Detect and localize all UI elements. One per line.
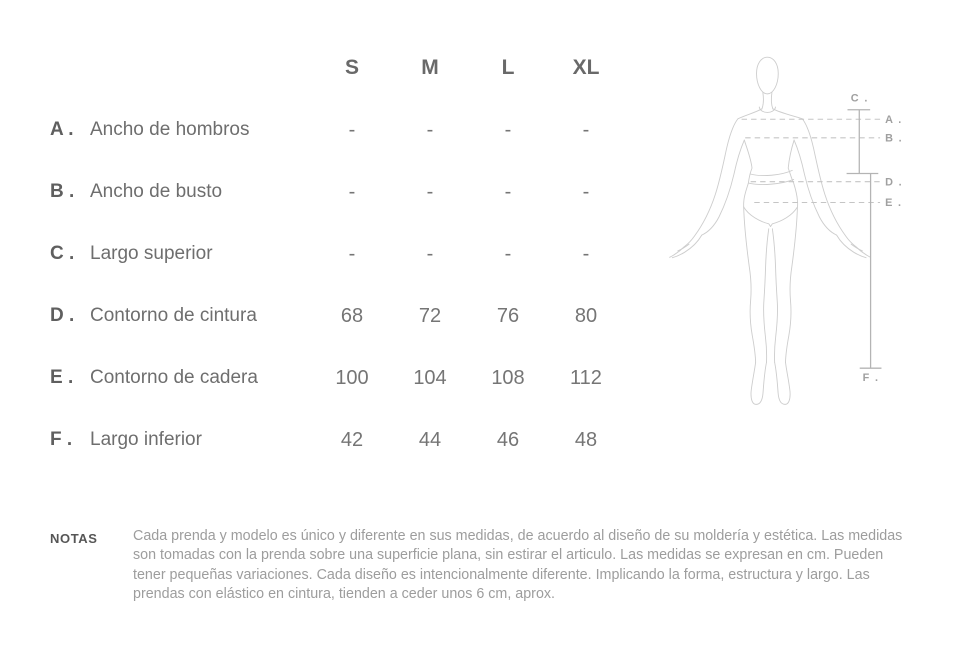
table-row	[0, 285, 625, 347]
marker-label-e: E .	[885, 197, 903, 210]
row-letter: B .	[50, 181, 75, 202]
cell-value: 108	[491, 366, 525, 389]
marker-label-b: B .	[885, 132, 904, 145]
cell-value: 112	[570, 366, 602, 389]
column-header-l: L	[501, 56, 515, 79]
cell-value: -	[504, 242, 512, 265]
row-label: Largo inferior	[90, 429, 202, 450]
cell-value: -	[348, 118, 356, 141]
marker-label-a: A .	[885, 113, 903, 126]
column-header-s: S	[344, 56, 359, 79]
notes-body: Cada prenda y modelo es único y diferente en sus medidas, de acuerdo al diseño de su moldería y estética. Las medidas son tomadas con la prenda sobre una superficie plana, sin estirar el articulo. Las medidas se expresan en cm. Pueden tener pequeñas variaciones. Cada diseño es intencionalmente diferente. Implicando la forma, estructura y largo. Las prendas con elástico en cintura, tienden a ceder unos 6 cm, aprox.	[133, 528, 903, 602]
body-figure-illustration	[670, 57, 871, 404]
table-row	[0, 161, 625, 223]
cell-value: 104	[413, 366, 447, 389]
cell-value: 76	[496, 304, 520, 327]
row-letter: F .	[50, 429, 73, 450]
cell-value: 44	[418, 428, 442, 451]
column-header-xl: XL	[572, 56, 600, 79]
table-header-row	[0, 37, 625, 99]
row-label: Contorno de cintura	[90, 305, 257, 326]
cell-value: -	[504, 118, 512, 141]
row-letter: A .	[50, 119, 74, 140]
row-label: Ancho de hombros	[90, 119, 250, 140]
cell-value: -	[582, 118, 590, 141]
cell-value: 80	[574, 304, 598, 327]
marker-label-c: C .	[850, 92, 869, 105]
size-table	[0, 37, 625, 471]
row-letter: C .	[50, 243, 75, 264]
row-label: Largo superior	[90, 243, 213, 264]
cell-value: -	[426, 180, 434, 203]
table-row	[0, 223, 625, 285]
cell-value: -	[504, 180, 512, 203]
row-label: Contorno de cadera	[90, 367, 258, 388]
cell-value: -	[426, 118, 434, 141]
cell-value: -	[582, 242, 590, 265]
cell-value: 72	[418, 304, 442, 327]
cell-value: 42	[340, 428, 364, 451]
cell-value: 48	[574, 428, 598, 451]
notes-heading: NOTAS	[50, 531, 98, 546]
cell-value: 46	[496, 428, 520, 451]
cell-value: 68	[340, 304, 364, 327]
cell-value: 100	[335, 366, 369, 389]
row-letter: E .	[50, 367, 74, 388]
cell-value: -	[426, 242, 434, 265]
table-row	[0, 409, 625, 471]
cell-value: -	[348, 242, 356, 265]
marker-label-d: D .	[885, 176, 904, 189]
row-label: Ancho de busto	[90, 181, 223, 202]
cell-value: -	[582, 180, 590, 203]
column-header-m: M	[421, 56, 439, 79]
cell-value: -	[348, 180, 356, 203]
table-row	[0, 347, 625, 409]
table-row	[0, 99, 625, 161]
row-letter: D .	[50, 305, 75, 326]
marker-label-f: F .	[862, 371, 880, 384]
body-measurement-diagram	[630, 45, 960, 475]
